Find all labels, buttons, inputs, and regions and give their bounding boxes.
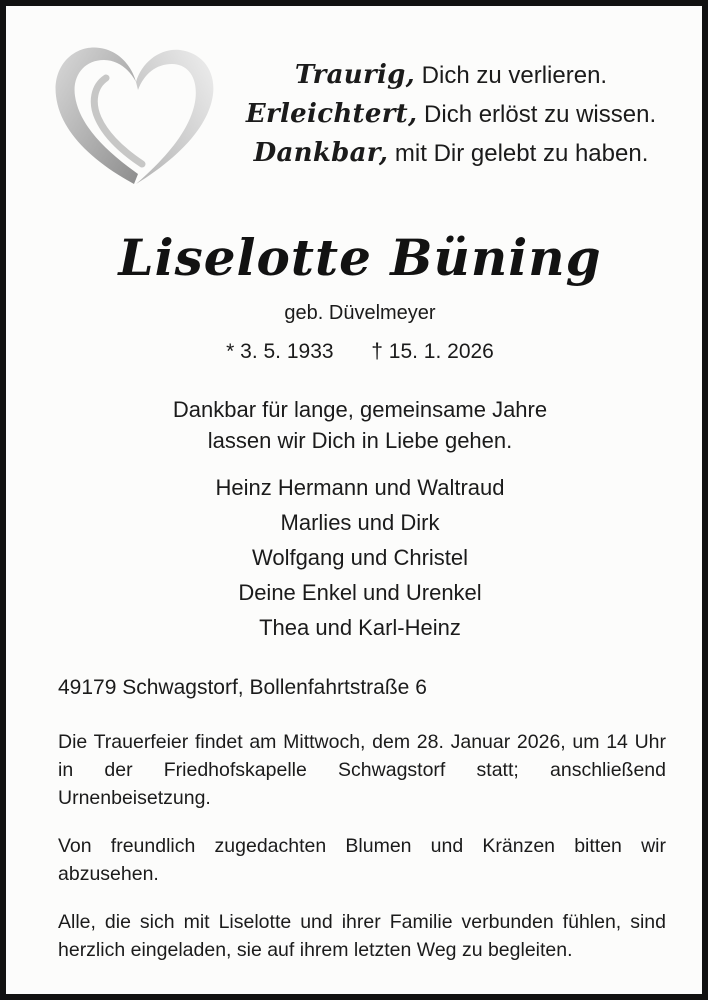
motto-line-3 (221, 134, 681, 173)
paragraph-funeral-service: Die Trauerfeier findet am Mittwoch, dem 28. Januar 2026, um 14 Uhr in der Friedhofskapelle Schwagstorf statt; anschließend Urnenbeisetzung. (58, 731, 666, 809)
maiden-name: geb. Düvelmeyer (284, 302, 436, 324)
motto-lead-3: Dankbar, (253, 138, 389, 168)
memorial-verse (6, 394, 708, 456)
deceased-name: Liselotte Büning (118, 228, 602, 287)
service-details (58, 728, 666, 964)
family-list (6, 470, 708, 645)
motto-line-2 (221, 95, 681, 134)
birth-date: * 3. 5. 1933 (226, 340, 334, 363)
family-member-4: Deine Enkel und Urenkel (238, 580, 482, 605)
paragraph-no-flowers: Von freundlich zugedachten Blumen und Kränzen bitten wir abzusehen. (58, 835, 666, 885)
family-member-2: Marlies und Dirk (280, 510, 440, 535)
verse-line-2: lassen wir Dich in Liebe gehen. (207, 428, 513, 453)
family-member-1: Heinz Hermann und Waltraud (215, 475, 505, 500)
paragraph-invitation: Alle, die sich mit Liselotte und ihrer Familie verbunden fühlen, sind herzlich eingeladen, sie auf ihrem letzten Weg zu begleiten. (58, 911, 666, 961)
motto-lead-2: Erleichtert, (245, 99, 418, 129)
address-line: 49179 Schwagstorf, Bollenfahrtstraße 6 (58, 676, 427, 699)
motto-lead-1: Traurig, (294, 60, 416, 90)
family-member-5: Thea und Karl-Heinz (259, 615, 461, 640)
life-dates (6, 340, 708, 364)
motto-line-1 (221, 56, 681, 95)
notice-inner (6, 6, 702, 994)
family-member-3: Wolfgang und Christel (251, 545, 469, 570)
motto-rest-3: mit Dir gelebt zu haben. (388, 140, 649, 167)
motto-rest-1: Dich zu verlieren. (415, 62, 608, 89)
heart-brushstroke-icon (46, 34, 221, 199)
death-date: † 15. 1. 2026 (371, 340, 494, 363)
motto-block (221, 56, 681, 173)
motto-rest-2: Dich erlöst zu wissen. (417, 101, 657, 128)
verse-line-1: Dankbar für lange, gemeinsame Jahre (172, 397, 548, 422)
